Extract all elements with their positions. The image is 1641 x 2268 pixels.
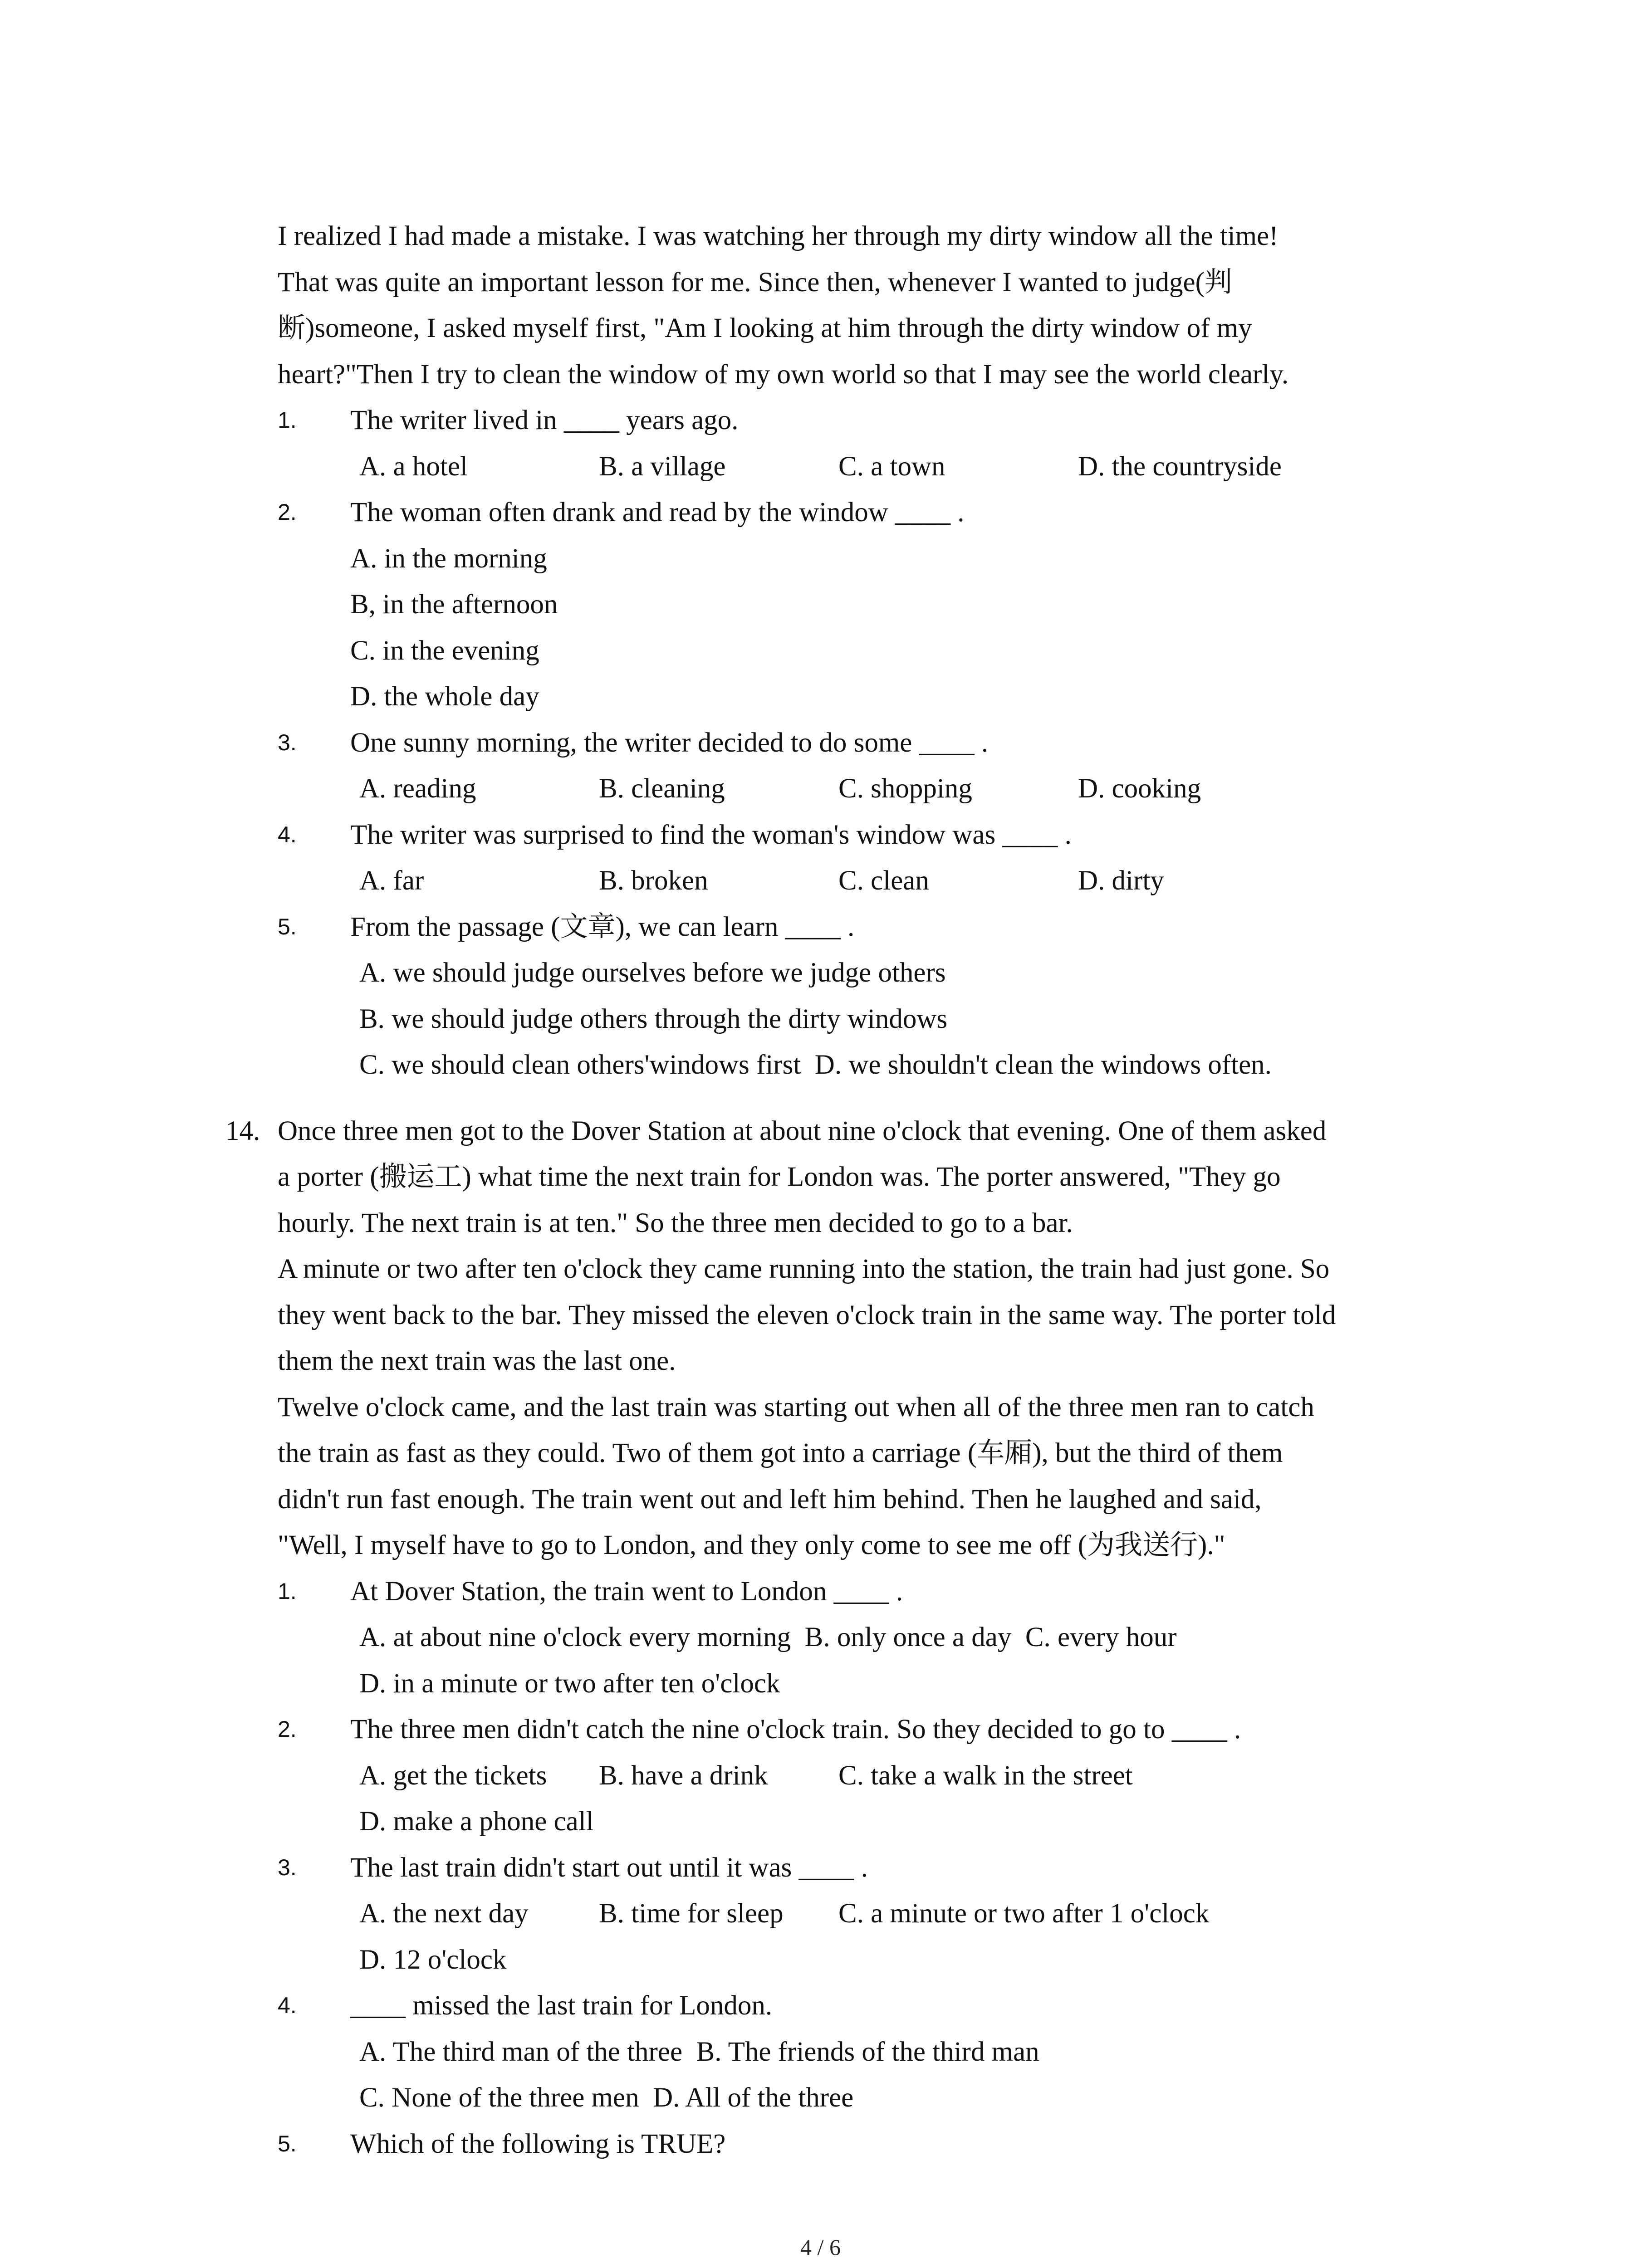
question-14-3 (278, 1845, 1457, 1891)
question-number: 1. (278, 407, 297, 433)
option-d: D. in a minute or two after ten o'clock (359, 1668, 780, 1699)
option-a: A. get the tickets (359, 1760, 547, 1791)
option-b: B. broken (599, 865, 708, 896)
option-c: C. shopping (838, 773, 972, 804)
option-a: A. the next day (359, 1898, 529, 1929)
options-row (278, 444, 1457, 490)
option-a: A. in the morning (350, 543, 547, 574)
option-a: A. The third man of the three (359, 2036, 683, 2067)
section-number: 14. (225, 1115, 260, 1146)
question-number: 4. (278, 1993, 297, 2018)
option-c: C. take a walk in the street (838, 1760, 1133, 1791)
passage-line: "Well, I myself have to go to London, and they only come to see me off (为我送行)." (278, 1530, 1225, 1560)
option-b: B. only once a day (804, 1622, 1012, 1652)
option-c: C. every hour (1025, 1622, 1177, 1652)
option-d: D. All of the three (653, 2082, 854, 2113)
options-row (278, 2029, 1457, 2075)
option-d: D. make a phone call (359, 1806, 594, 1837)
options-row (278, 1042, 1457, 1088)
passage-line: them the next train was the last one. (278, 1346, 676, 1376)
question-14-5 (278, 2121, 1457, 2167)
page-number: 4 / 6 (800, 2234, 841, 2260)
option-d: D. 12 o'clock (359, 1944, 507, 1975)
question-number: 4. (278, 821, 297, 847)
option-a: A. a hotel (359, 451, 468, 482)
option-c: C. a minute or two after 1 o'clock (838, 1898, 1210, 1929)
passage-line: the train as fast as they could. Two of them got into a carriage (车厢), but the third of them (278, 1438, 1283, 1468)
question-stem: The woman often drank and read by the window ____ . (350, 497, 965, 528)
passage-line: heart?"Then I try to clean the window of my own world so that I may see the world clearly. (278, 359, 1289, 390)
option-c: C. a town (838, 451, 945, 482)
passage-line: 断)someone, I asked myself first, "Am I looking at him through the dirty window of my (278, 313, 1252, 343)
question-13-3 (278, 720, 1457, 766)
question-14-2 (278, 1706, 1457, 1753)
question-number: 5. (278, 914, 297, 939)
question-number: 1. (278, 1578, 297, 1604)
option-d: D. we shouldn't clean the windows often. (814, 1050, 1272, 1080)
question-stem: The writer lived in ____ years ago. (350, 405, 739, 435)
options-row (278, 1891, 1457, 1937)
question-13-2 (278, 489, 1457, 536)
option-b: B. we should judge others through the dirty windows (359, 1003, 948, 1034)
options-row (278, 2075, 1457, 2121)
question-13-1 (278, 397, 1457, 444)
passage-line: That was quite an important lesson for me. Since then, whenever I wanted to judge(判 (278, 267, 1232, 298)
question-stem: The last train didn't start out until it was ____ . (350, 1852, 868, 1883)
passage-line: they went back to the bar. They missed the eleven o'clock train in the same way. The porter told (278, 1300, 1336, 1330)
question-number: 3. (278, 1854, 297, 1880)
section-gap (278, 1088, 1457, 1108)
question-stem: ____ missed the last train for London. (350, 1990, 773, 2021)
option-d: D. the whole day (350, 681, 539, 712)
option-a: A. far (359, 865, 424, 896)
option-a: A. reading (359, 773, 476, 804)
question-13-4 (278, 812, 1457, 858)
document-body (225, 213, 1457, 2167)
option-b: B, in the afternoon (350, 589, 558, 620)
option-c: C. in the evening (350, 635, 539, 666)
question-stem: Which of the following is TRUE? (350, 2128, 726, 2159)
option-b: B. time for sleep (599, 1898, 784, 1929)
question-number: 3. (278, 729, 297, 755)
passage-line: Once three men got to the Dover Station at about nine o'clock that evening. One of them asked (278, 1115, 1327, 1146)
option-d: D. the countryside (1078, 451, 1282, 482)
passage-14 (225, 1108, 1457, 1569)
question-stem: The three men didn't catch the nine o'clock train. So they decided to go to ____ . (350, 1714, 1241, 1745)
question-stem: The writer was surprised to find the woman's window was ____ . (350, 819, 1072, 850)
question-number: 2. (278, 1716, 297, 1742)
question-13-5 (278, 904, 1457, 950)
passage-line: didn't run fast enough. The train went out and left him behind. Then he laughed and said, (278, 1484, 1262, 1515)
option-d: D. cooking (1078, 773, 1201, 804)
options-row (278, 1614, 1457, 1661)
option-c: C. we should clean others'windows first (359, 1050, 801, 1080)
passage-13-tail (278, 213, 1457, 397)
option-b: B. have a drink (599, 1760, 768, 1791)
option-a: A. at about nine o'clock every morning (359, 1622, 791, 1652)
option-d: D. dirty (1078, 865, 1164, 896)
option-b: B. a village (599, 451, 726, 482)
passage-line: Twelve o'clock came, and the last train was starting out when all of the three men ran to catch (278, 1392, 1314, 1422)
passage-line: I realized I had made a mistake. I was watching her through my dirty window all the time! (278, 221, 1279, 251)
question-14-4 (278, 1983, 1457, 2029)
option-c: C. clean (838, 865, 929, 896)
passage-line: hourly. The next train is at ten." So the three men decided to go to a bar. (278, 1207, 1073, 1238)
options-row (278, 766, 1457, 812)
options-row (278, 858, 1457, 904)
question-number: 2. (278, 499, 297, 525)
question-number: 5. (278, 2131, 297, 2156)
option-c: C. None of the three men (359, 2082, 639, 2113)
passage-line: A minute or two after ten o'clock they came running into the station, the train had just gone. So (278, 1254, 1330, 1284)
question-14-1 (278, 1569, 1457, 1615)
option-b: B. cleaning (599, 773, 725, 804)
passage-line-first (225, 1108, 1457, 1154)
option-a: A. we should judge ourselves before we judge others (359, 958, 946, 988)
options-row (278, 1753, 1457, 1799)
question-stem: At Dover Station, the train went to London ____ . (350, 1576, 903, 1607)
passage-line: a porter (搬运工) what time the next train for London was. The porter answered, "They go (278, 1162, 1281, 1192)
question-stem: One sunny morning, the writer decided to do some ____ . (350, 727, 989, 758)
question-stem: From the passage (文章), we can learn ____ . (350, 911, 855, 942)
option-b: B. The friends of the third man (696, 2036, 1039, 2067)
